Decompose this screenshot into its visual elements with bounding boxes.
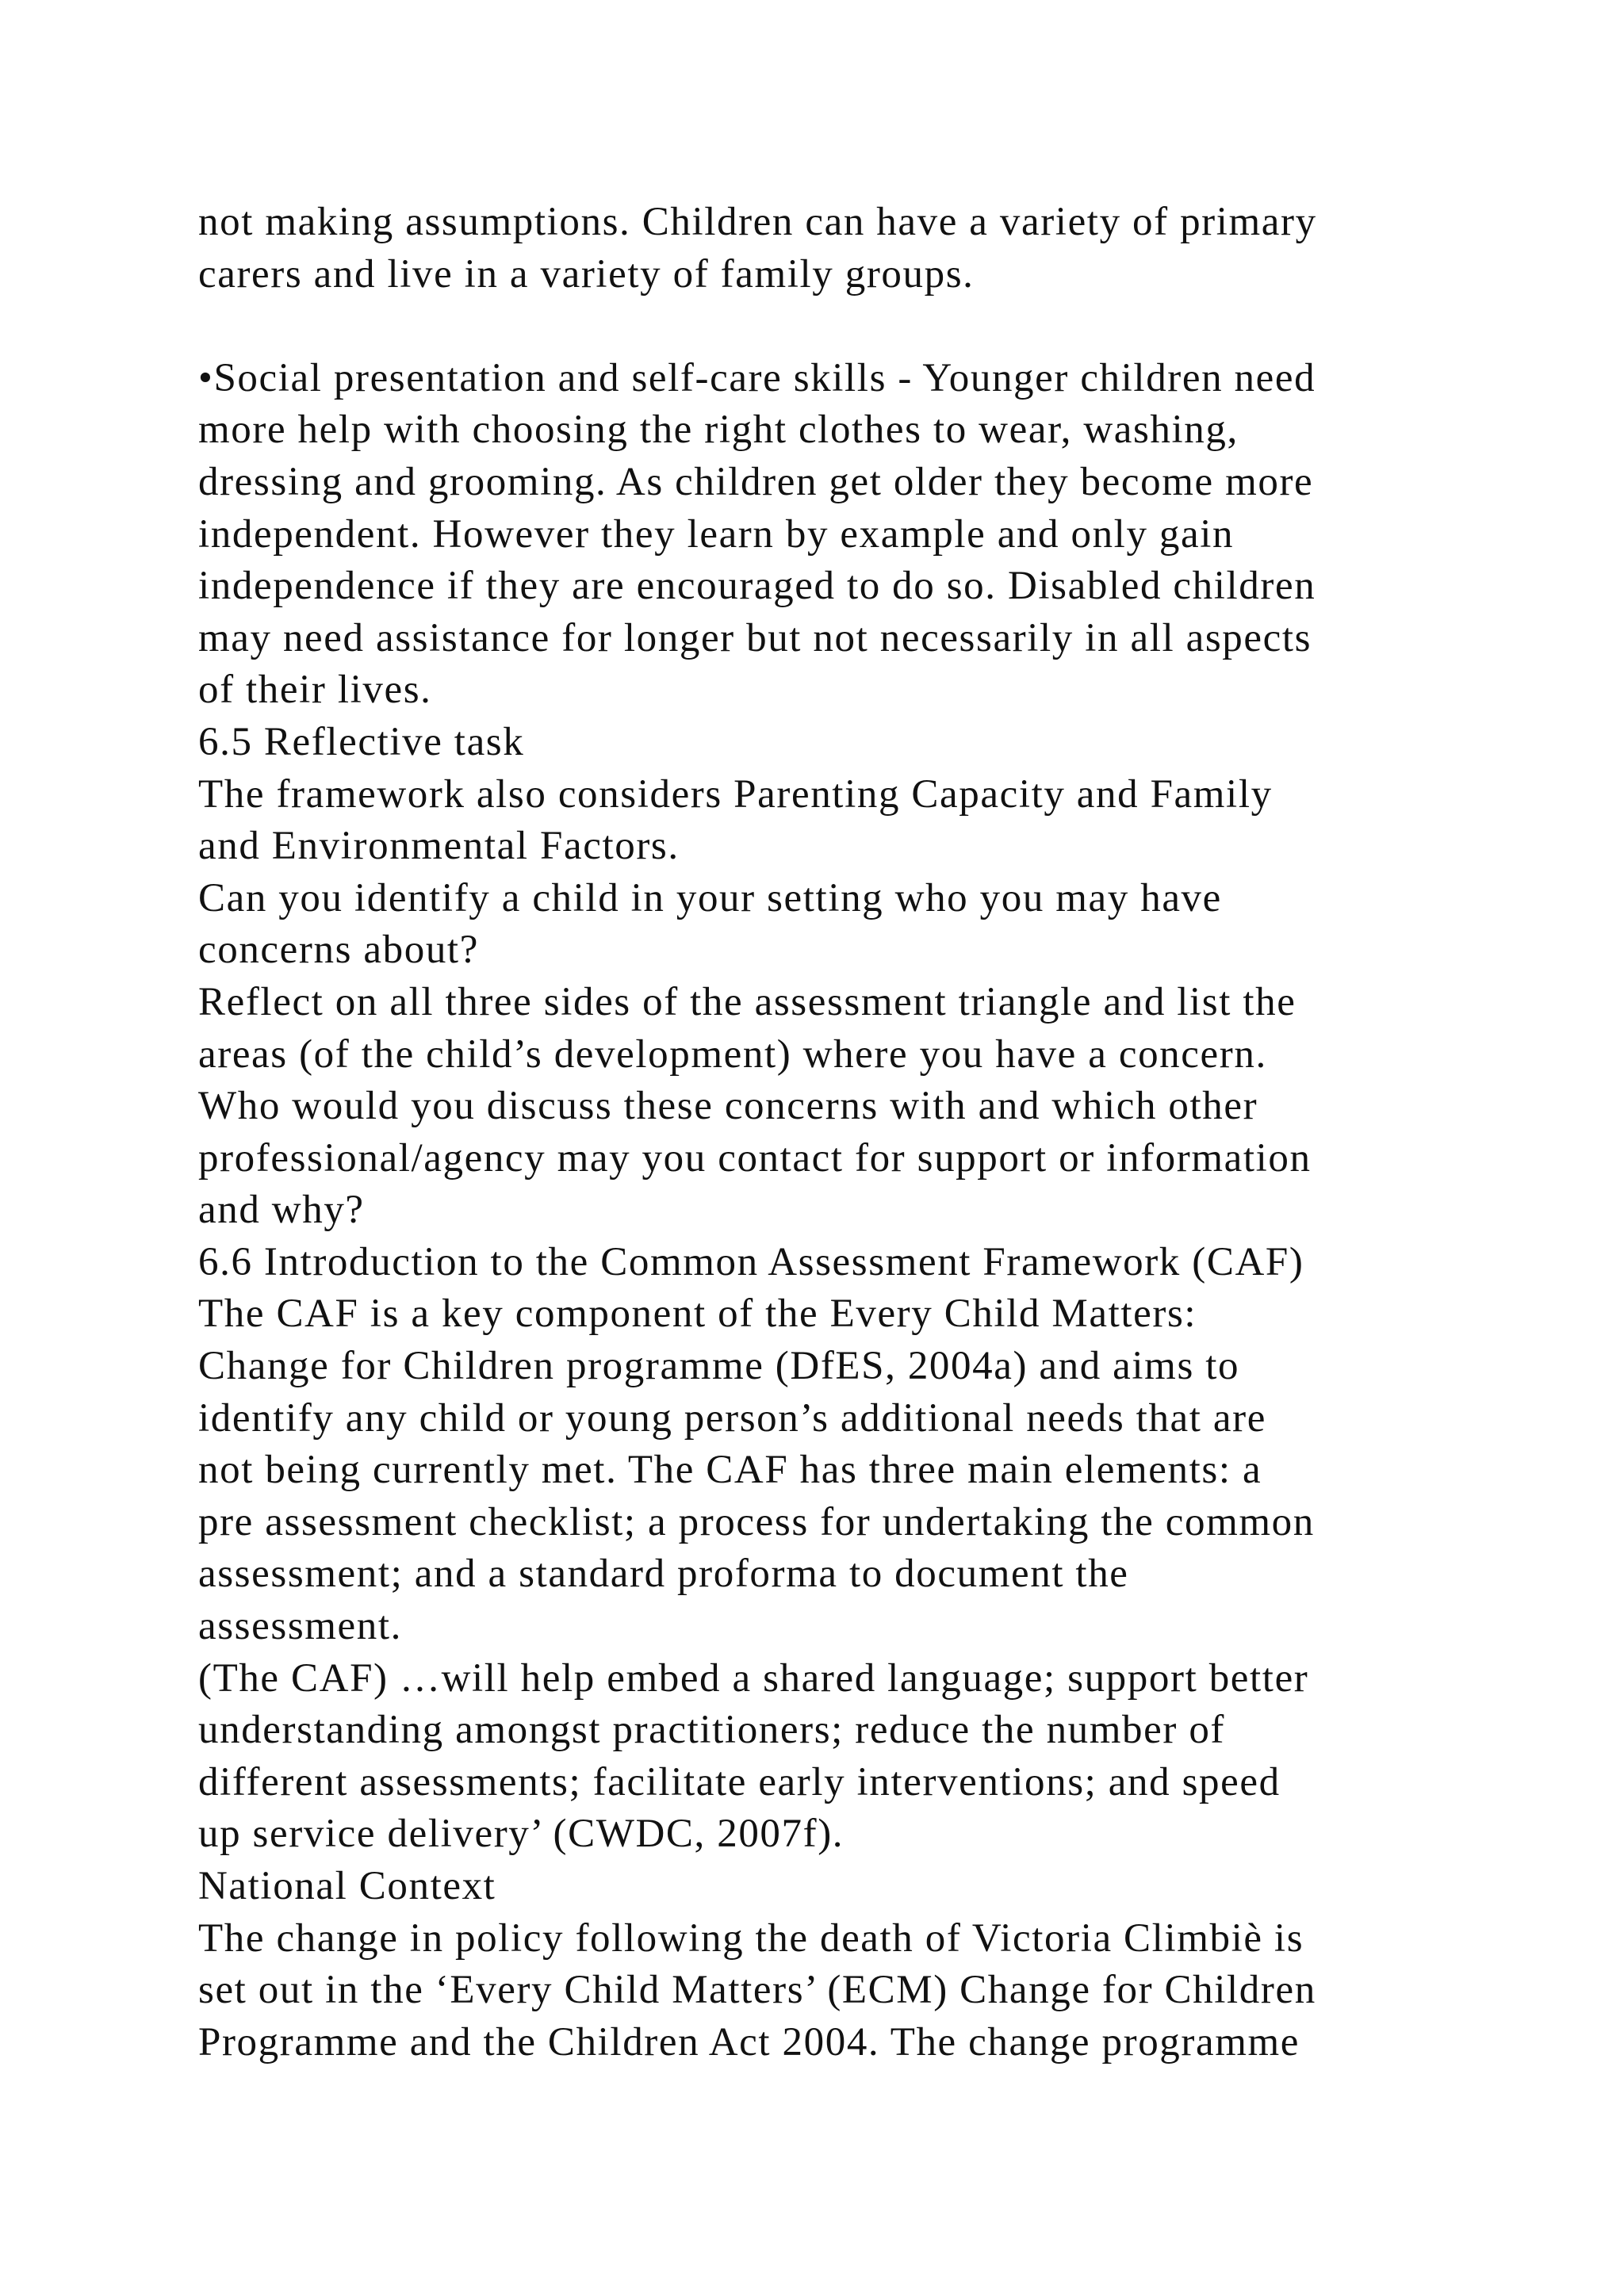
text-line: identify any child or young person’s additional needs that are: [198, 1395, 1266, 1441]
text-line: Can you identify a child in your setting who you may have: [198, 875, 1222, 920]
text-line: The CAF is a key component of the Every Child Matters:: [198, 1292, 1197, 1337]
text-line: professional/agency may you contact for support or information: [198, 1135, 1312, 1181]
text-line: areas (of the child’s development) where you have a concern.: [198, 1031, 1267, 1077]
text-line: set out in the ‘Every Child Matters’ (ECM) Change for Children: [198, 1968, 1316, 2013]
text-line: concerns about?: [198, 928, 479, 973]
text-line: assessment.: [198, 1604, 402, 1649]
text-line: pre assessment checklist; a process for undertaking the common: [198, 1499, 1315, 1544]
text-line: of their lives.: [198, 668, 432, 713]
text-line: not making assumptions. Children can have a variety of primary: [198, 200, 1317, 244]
text-line: Change for Children programme (DfES, 2004a) and aims to: [198, 1344, 1240, 1389]
text-line: assessment; and a standard proforma to document the: [198, 1552, 1129, 1597]
quote-line: understanding amongst practitioners; reduce the number of: [198, 1708, 1226, 1753]
text-line: independence if they are encouraged to do so. Disabled children: [198, 564, 1316, 609]
text-line: Programme and the Children Act 2004. The change programme: [198, 2019, 1300, 2064]
section-heading-national-context: National Context: [198, 1864, 496, 1908]
text-line: Reflect on all three sides of the assessment triangle and list the: [198, 979, 1297, 1024]
section-heading-6-6: 6.6 Introduction to the Common Assessment Framework (CAF): [198, 1239, 1304, 1284]
quote-line: up service delivery’ (CWDC, 2007f).: [198, 1812, 845, 1857]
text-line: The framework also considers Parenting Capacity and Family: [198, 771, 1273, 817]
text-line: carers and live in a variety of family groups.: [198, 251, 975, 297]
text-line: and Environmental Factors.: [198, 824, 680, 869]
section-heading-6-5: 6.5 Reflective task: [198, 719, 525, 764]
paragraph-spacer: [198, 300, 1546, 353]
text-line: Who would you discuss these concerns with and which other: [198, 1084, 1258, 1129]
text-line: more help with choosing the right clothes to wear, washing,: [198, 408, 1239, 453]
bullet-line: •Social presentation and self-care skills - Younger children need: [198, 355, 1316, 400]
text-line: The change in policy following the death of Victoria Climbiè is: [198, 1915, 1304, 1961]
text-line: and why?: [198, 1188, 365, 1233]
document-body: [198, 197, 1546, 2068]
quote-line: (The CAF) …will help embed a shared language; support better: [198, 1655, 1309, 1701]
text-line: not being currently met. The CAF has three main elements: a: [198, 1448, 1262, 1493]
quote-line: different assessments; facilitate early interventions; and speed: [198, 1759, 1281, 1804]
text-line: independent. However they learn by example and only gain: [198, 511, 1235, 557]
text-line: dressing and grooming. As children get older they become more: [198, 459, 1314, 504]
text-line: may need assistance for longer but not necessarily in all aspects: [198, 615, 1312, 660]
